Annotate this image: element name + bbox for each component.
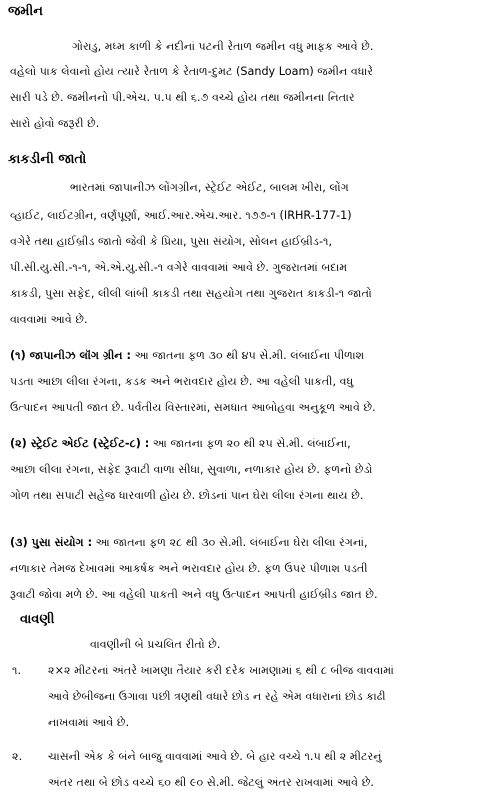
land-line-2: વહેલો પાક લેવાનો હોય ત્યારે રેતાળ કે રેતાળ-દુમટ (Sandy Loam) જમીન વધારે bbox=[10, 65, 374, 78]
variety3-line-2: નળાકાર તેમજ દેખાવમાં આકર્ષક અને ભરાવદાર હોય છે. ફળ ઉપર પીળાશ પડતી bbox=[10, 562, 368, 575]
variety2-line-1 bbox=[10, 436, 351, 452]
sowing-item-2-line-2: અંતર તથા બે છોડ વચ્ચે ૬૦ થી ૯૦ સે.મી. જેટલું અંતર રાખવામાં આવે છે. bbox=[48, 776, 374, 789]
varieties-line-4: પી.સી.યુ.સી.-૧-૧, એ.એ.યુ.સી.-૧ વગેરે વાવવામાં આવે છે. ગુજરાતમાં બદામ bbox=[10, 261, 348, 274]
variety3-line-3: રૂવાટી જોવા મળે છે. આ વહેલી પાકતી અને વધુ ઉત્પાદન આપતી હાઈબ્રીડ જાત છે. bbox=[10, 588, 378, 601]
varieties-heading: કાકડીની જાતો bbox=[8, 152, 87, 167]
varieties-line-2: વ્હાઈટ, લાઈટગ્રીન, વર્ણપૂર્ણા, આઈ.આર.એચ.આર. ૧૭૭-૧ (IRHR-177-1) bbox=[10, 209, 352, 222]
varieties-line-6: વાવવામાં આવે છે. bbox=[10, 313, 88, 326]
variety1-line-1 bbox=[10, 348, 364, 364]
variety1-title: (૧) જાપાનીઝ લૉંગ ગ્રીન : bbox=[10, 349, 132, 362]
land-heading: જમીન bbox=[8, 4, 43, 19]
land-line-4: સારો હોવો જરૂરી છે. bbox=[10, 117, 100, 130]
variety1-line-2: પડતા આછા લીલા રંગના, કડક અને ભરાવદાર હોય છે. આ વહેલી પાકતી, વધુ bbox=[10, 375, 354, 388]
sowing-item-1-line-3: નાખવામાં આવે છે. bbox=[48, 716, 130, 729]
sowing-item-2-line-1: ચાસની એક કે બંને બાજુ વાવવામાં આવે છે. બે હાર વચ્ચે ૧.૫ થી ૨ મીટરનું bbox=[48, 750, 382, 763]
land-line-1: ગોરાડુ, મધ્મ કાળી કે નદીનાં પટની રેતાળ જમીન વધુ માફક આવે છે. bbox=[72, 40, 374, 53]
sowing-item-1-line-2: આવે છેબીજના ઉગાવા પછી ત્રણથી વધારે છોડ ન રહે એમ વધારાનાં છોડ કાઢી bbox=[48, 690, 386, 703]
varieties-line-3: વગેરે તથા હાઈબ્રીડ જાતો જેવી કે પ્રિયા, પુસા સંયોગ, સોલન હાઈબ્રીડ-૧, bbox=[10, 235, 333, 248]
sowing-heading: વાવણી bbox=[20, 612, 55, 627]
variety2-title: (૨) સ્ટ્રેઈટ એઈટ (સ્ટ્રેઈટ-૮) : bbox=[10, 437, 150, 450]
variety2-line-3: ગોળ તથા સપાટી સહેજ ધારવાળી હોય છે. છોડનાં પાન ઘેરા લીલા રંગના થાય છે. bbox=[10, 489, 364, 502]
varieties-line-5: કાકડી, પુસા સફેદ, લીલી લાંબી કાકડી તથા સહયોગ તથા ગુજરાત કાકડી-૧ જાતો bbox=[10, 287, 372, 300]
variety2-line-2: આછા લીલા રંગના, સફેદ રૂવાટી વાળા સીધા, સુવાળા, નળાકાર હોય છે. ફળનો છેડો bbox=[10, 463, 373, 476]
variety3-title: (૩) પુસા સંયોગ : bbox=[10, 536, 93, 549]
land-line-3: સારી પડે છે. જમીનનો પી.એચ. ૫.૫ થી ૬.૭ વચ્ચે હોય તથા જમીનના નિતાર bbox=[10, 91, 355, 104]
sowing-item-1-number: ૧. bbox=[12, 664, 22, 677]
sowing-item-1-line-1: ૨×૨ મીટરનાં અંતરે ખામણા તૈયાર કરી દરેક ખામણામાં ૬ થી ૮ બીજ વાવવામાં bbox=[48, 664, 394, 677]
variety3-text-1: આ જાતના ફળ ૨૮ થી ૩૦ સે.મી. લંબાઈના ઘેરા લીલા રંગનાં, bbox=[92, 536, 368, 549]
variety1-text-1: આ જાતના ફળ ૩૦ થી ૪૫ સે.મી. લંબાઈના પીળાશ bbox=[131, 349, 365, 362]
variety1-line-3: ઉત્પાદન આપતી જાત છે. પર્વતીય વિસ્તારમાં, સમધાત આબોહવા અનુકૂળ આવે છે. bbox=[10, 401, 376, 414]
varieties-line-1: ભારતમાં જાપાનીઝ લોંગગ્રીન, સ્ટ્રેઈટ એઈટ, બાલમ ખીરા, લોંગ bbox=[70, 181, 349, 194]
variety3-line-1 bbox=[10, 535, 368, 551]
sowing-item-2-number: ૨. bbox=[12, 750, 23, 763]
sowing-intro: વાવણીની બે પ્રચલિત રીતો છે. bbox=[90, 638, 221, 651]
variety2-text-1: આ જાતના ફળ ૨૦ થી ૨૫ સે.મી. લંબાઈના, bbox=[149, 437, 351, 450]
